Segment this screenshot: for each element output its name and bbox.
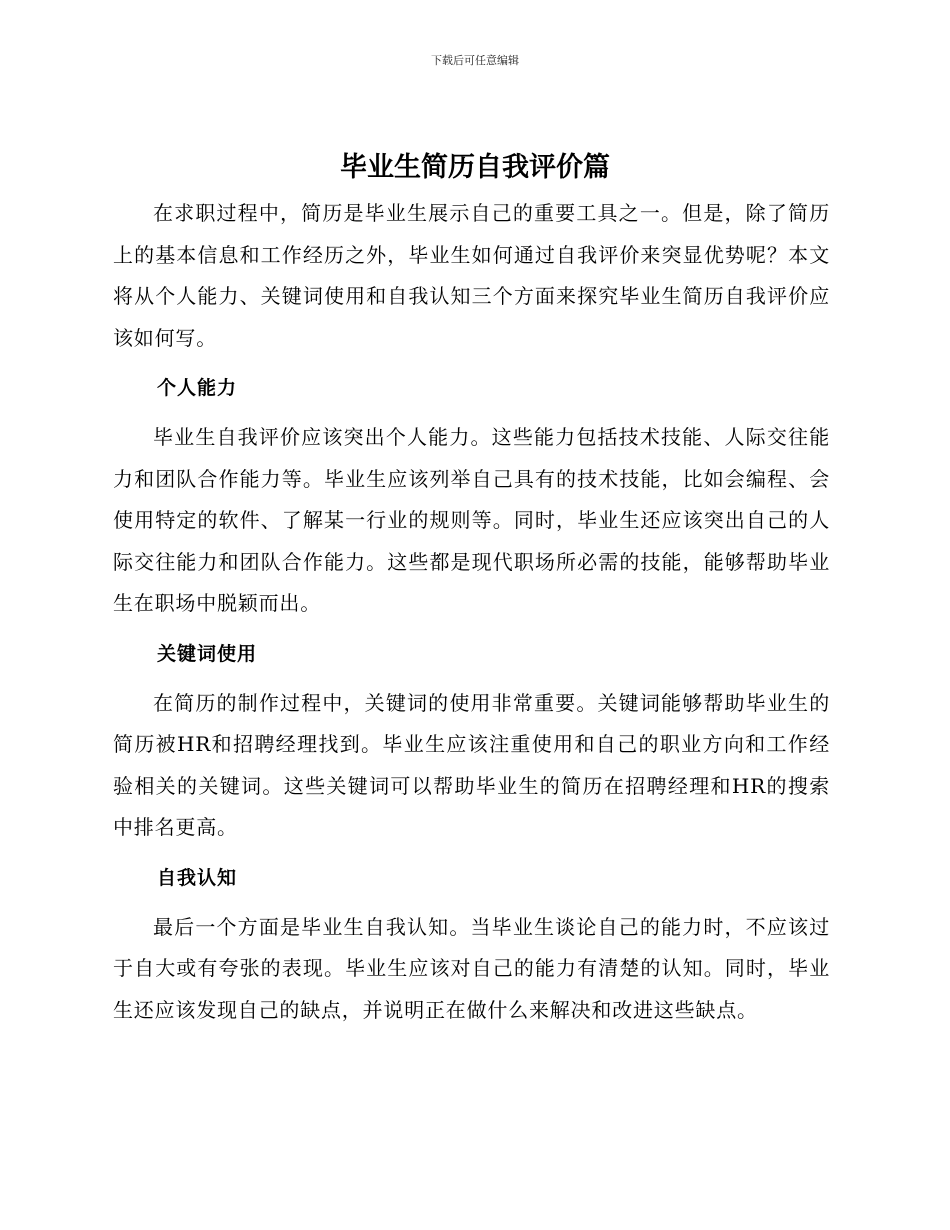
document-body (113, 193, 830, 1031)
section-paragraph-self-awareness: 最后一个方面是毕业生自我认知。当毕业生谈论自己的能力时，不应该过于自大或有夸张的表现。毕业生应该对自己的能力有清楚的认知。同时，毕业生还应该发现自己的缺点，并说明正在做什么来解决和改进这些缺点。 (113, 914, 830, 1022)
section-heading-keywords: 关键词使用 (157, 642, 258, 665)
header-note: 下载后可任意编辑 (431, 54, 519, 67)
section-heading-self-awareness: 自我认知 (157, 866, 238, 889)
document-title: 毕业生简历自我评价篇 (340, 152, 610, 183)
section-paragraph-ability: 毕业生自我评价应该突出个人能力。这些能力包括技术技能、人际交往能力和团队合作能力等。毕业生应该列举自己具有的技术技能，比如会编程、会使用特定的软件、了解某一行业的规则等。同时，毕业生还应该突出自己的人际交往能力和团队合作能力。这些都是现代职场所必需的技能，能够帮助毕业生在职场中脱颖而出。 (113, 425, 830, 615)
section-heading-ability: 个人能力 (157, 377, 238, 399)
intro-paragraph: 在求职过程中，简历是毕业生展示自己的重要工具之一。但是，除了简历上的基本信息和工作经历之外，毕业生如何通过自我评价来突显优势呢？本文将从个人能力、关键词使用和自我认知三个方面来探究毕业生简历自我评价应该如何写。 (113, 201, 830, 350)
section-paragraph-keywords: 在简历的制作过程中，关键词的使用非常重要。关键词能够帮助毕业生的简历被HR和招聘经理找到。毕业生应该注重使用和自己的职业方向和工作经验相关的关键词。这些关键词可以帮助毕业生的简历在招聘经理和HR的搜索中排名更高。 (113, 690, 830, 839)
